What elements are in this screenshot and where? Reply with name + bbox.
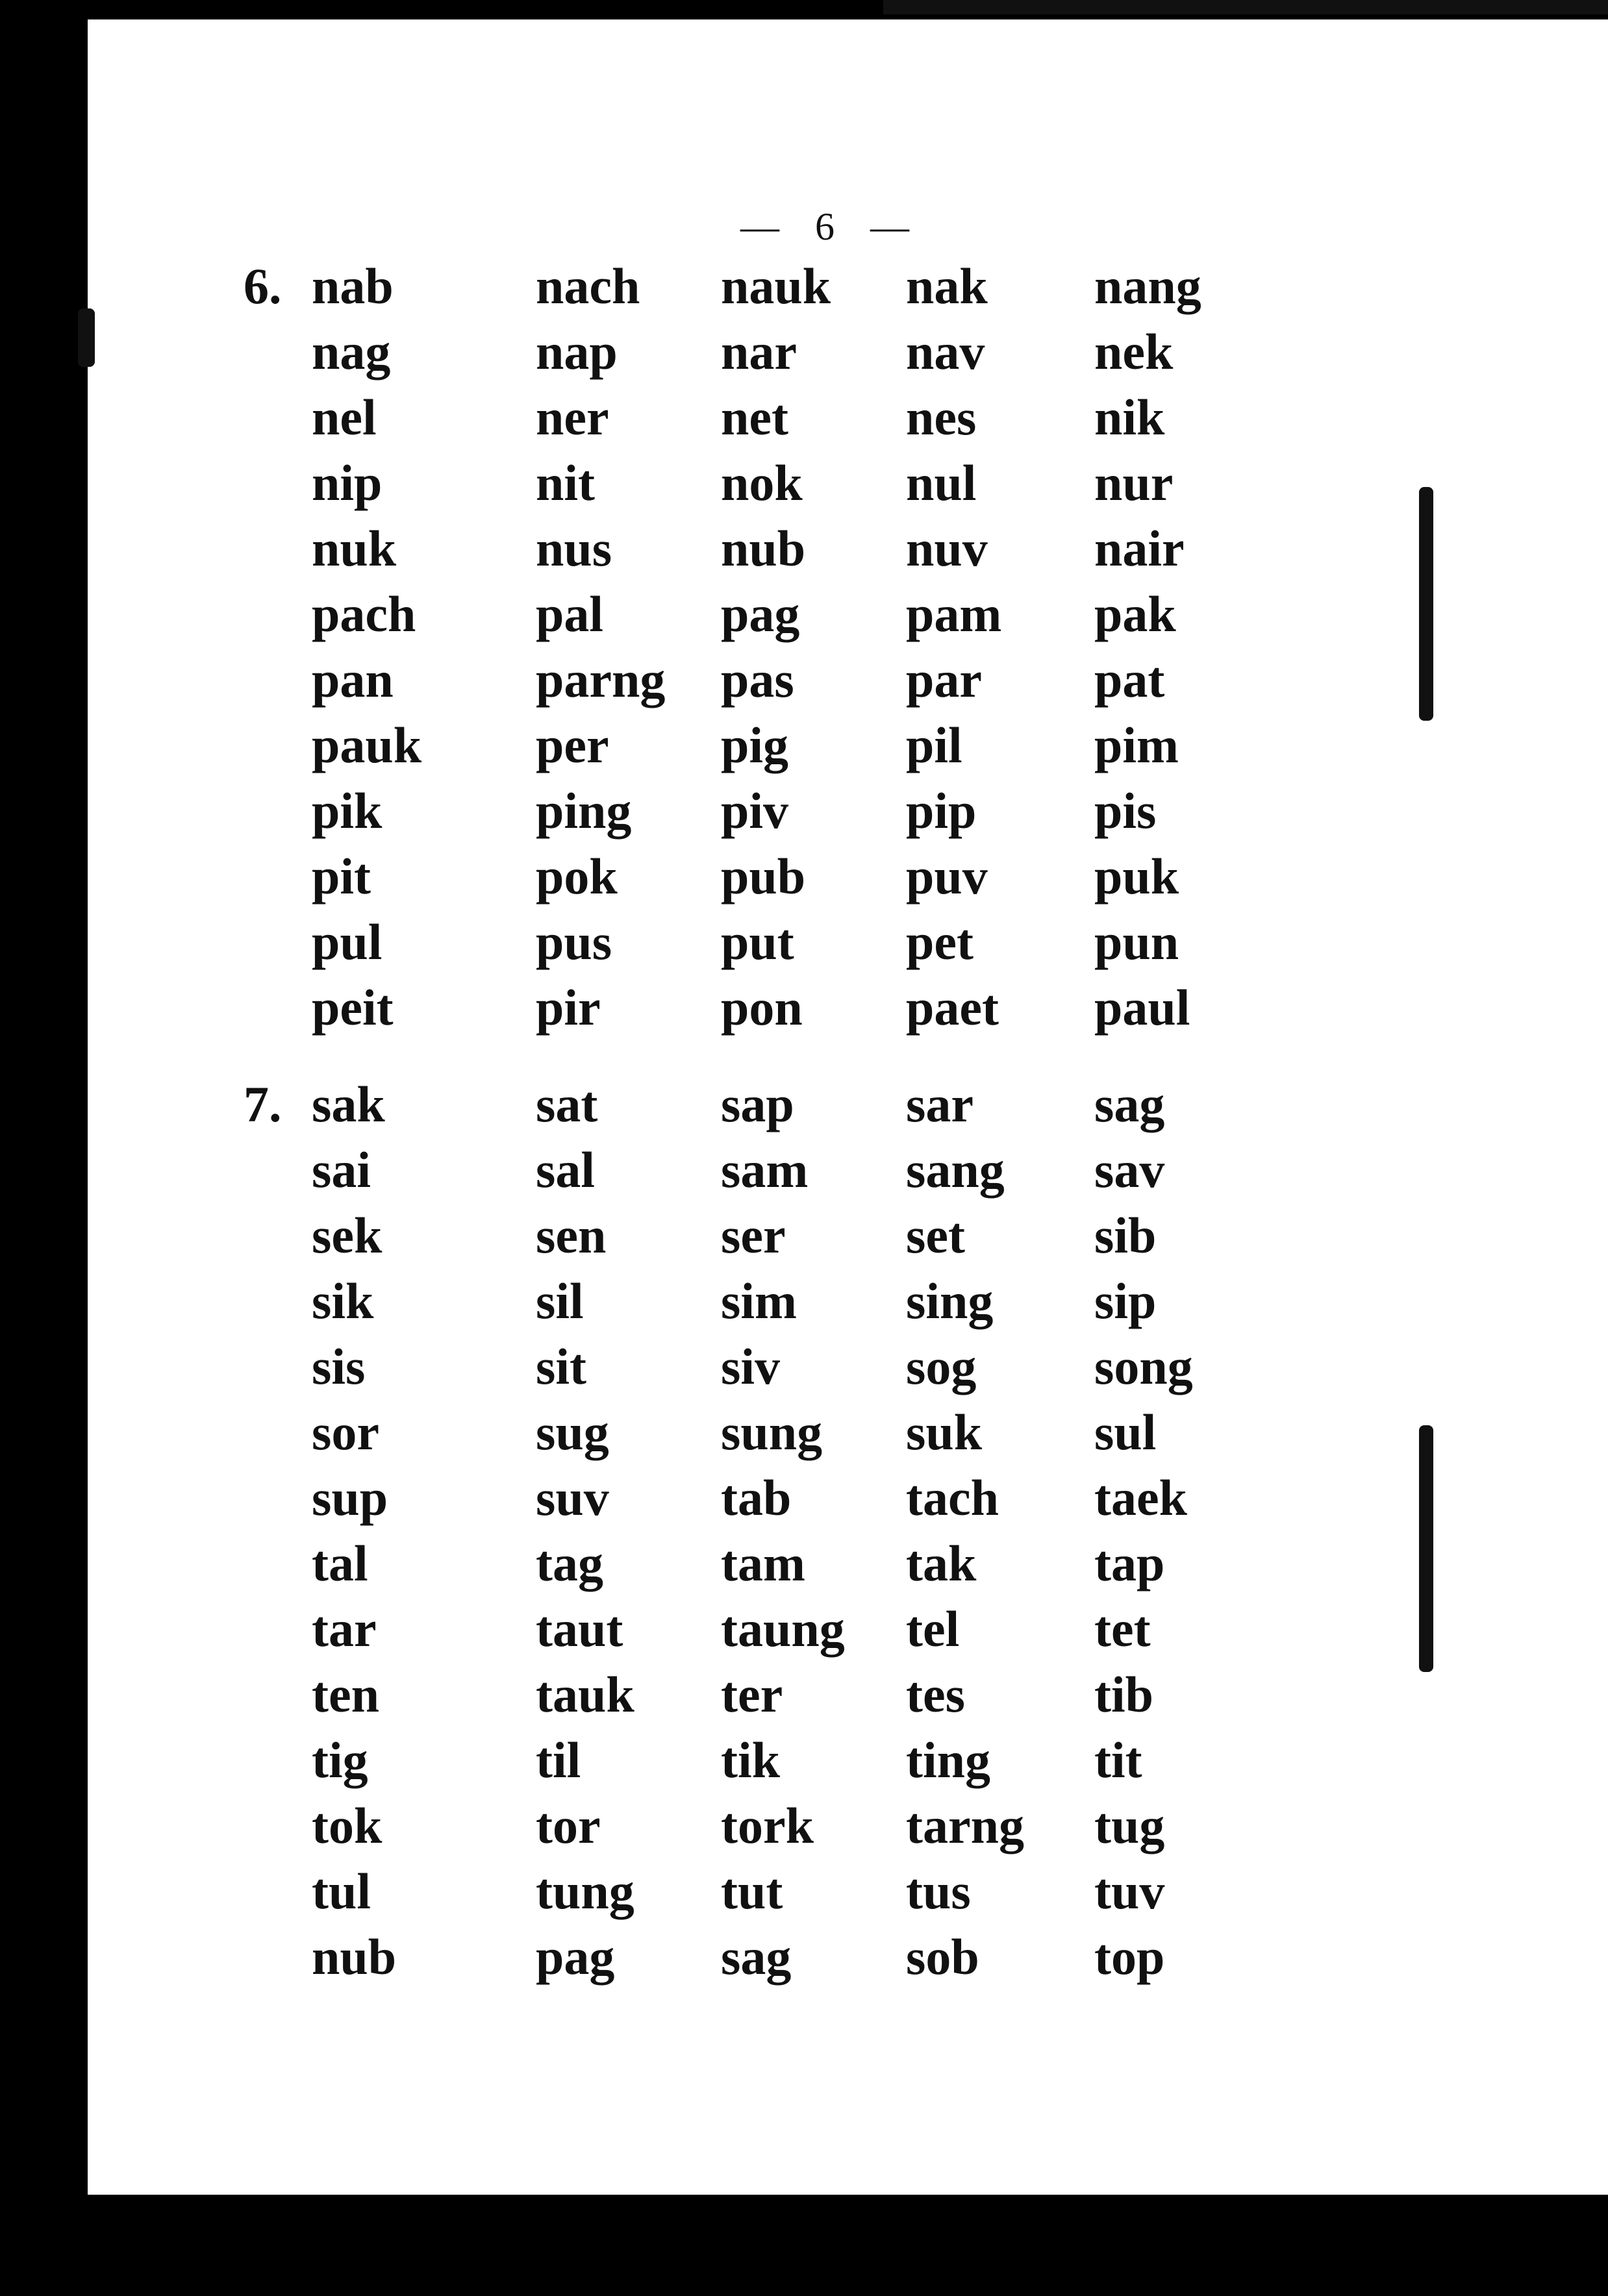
word-cell: tam [721, 1534, 805, 1591]
word-cell: sal [536, 1141, 596, 1198]
word-row [244, 1596, 1257, 1662]
binding-mark-left [78, 308, 95, 367]
word-cell: pus [536, 913, 612, 970]
word-cell: nip [312, 454, 383, 511]
word-cell: nav [906, 323, 985, 380]
section-number-spacer [244, 1203, 312, 1268]
word-cell: nek [1094, 323, 1174, 380]
word-cell: tarng [906, 1797, 1024, 1854]
word-row [244, 516, 1257, 581]
section-number-spacer [244, 1662, 312, 1727]
word-cell: nur [1094, 454, 1174, 511]
word-cell: ting [906, 1731, 991, 1788]
word-cell: set [906, 1206, 965, 1264]
section-number-spacer [244, 450, 312, 516]
word-cell: puk [1094, 847, 1179, 905]
section-number-spacer [244, 319, 312, 384]
word-cell: taung [721, 1600, 845, 1657]
section-number-spacer [244, 581, 312, 647]
word-cell: put [721, 913, 794, 970]
section-number-spacer [244, 1334, 312, 1399]
word-cell: tauk [536, 1666, 634, 1723]
binding-mark-lower [1419, 1425, 1433, 1672]
word-cell: sib [1094, 1206, 1157, 1264]
word-cell: tung [536, 1862, 634, 1919]
word-row [244, 450, 1257, 516]
word-cell: sik [312, 1272, 374, 1329]
word-cell: tak [906, 1534, 977, 1591]
word-cell: sag [1094, 1075, 1165, 1132]
section-number-spacer [244, 516, 312, 581]
section-number-spacer [244, 1793, 312, 1858]
word-cell: ner [536, 388, 609, 445]
word-cell: nair [1094, 519, 1185, 577]
word-cell: tug [1094, 1797, 1165, 1854]
word-cell: tab [721, 1469, 792, 1526]
word-row [244, 319, 1257, 384]
word-row [244, 1137, 1257, 1203]
word-cell: taek [1094, 1469, 1187, 1526]
word-row [244, 384, 1257, 450]
word-cell: sag [721, 1928, 792, 1985]
word-cell: tork [721, 1797, 814, 1854]
word-cell: tus [906, 1862, 971, 1919]
word-cell: nak [906, 257, 988, 314]
word-cell: top [1094, 1928, 1165, 1985]
word-cell: pag [721, 585, 800, 642]
word-cell: pik [312, 782, 383, 839]
word-cell: pat [1094, 651, 1165, 708]
word-cell: pon [721, 979, 803, 1036]
word-cell: tap [1094, 1534, 1165, 1591]
word-cell: tach [906, 1469, 999, 1526]
word-cell: peit [312, 979, 394, 1036]
word-cell: sog [906, 1338, 977, 1395]
section-number: 6. [244, 257, 282, 314]
word-cell: tig [312, 1731, 368, 1788]
word-cell: pak [1094, 585, 1176, 642]
word-cell: pit [312, 847, 371, 905]
word-cell: ser [721, 1206, 786, 1264]
word-cell: sam [721, 1141, 809, 1198]
word-cell: sen [536, 1206, 607, 1264]
word-row [244, 253, 1257, 319]
word-cell: pim [1094, 716, 1179, 773]
word-cell: pir [536, 979, 601, 1036]
word-cell: pal [536, 585, 604, 642]
word-cell: tor [536, 1797, 601, 1854]
word-row [244, 1071, 1257, 1137]
section-number-spacer [244, 909, 312, 975]
word-cell: sung [721, 1403, 823, 1460]
word-cell: nuk [312, 519, 397, 577]
word-cell: nar [721, 323, 797, 380]
word-cell: sup [312, 1469, 388, 1526]
word-row [244, 1268, 1257, 1334]
word-cell: par [906, 651, 982, 708]
section-number-spacer [244, 1596, 312, 1662]
word-cell: pam [906, 585, 1002, 642]
word-cell: pag [536, 1928, 615, 1985]
word-row [244, 1203, 1257, 1268]
word-cell: tok [312, 1797, 383, 1854]
word-cell: tuv [1094, 1862, 1165, 1919]
word-cell: nok [721, 454, 803, 511]
word-cell: sav [1094, 1141, 1165, 1198]
word-cell: nul [906, 454, 977, 511]
word-cell: pip [906, 782, 977, 839]
word-cell: pul [312, 913, 383, 970]
word-cell: sak [312, 1075, 385, 1132]
word-cell: tel [906, 1600, 960, 1657]
word-cell: nap [536, 323, 618, 380]
word-row [244, 1727, 1257, 1793]
word-cell: nach [536, 257, 640, 314]
section-number-spacer [244, 647, 312, 712]
word-row [244, 1662, 1257, 1727]
word-cell: nub [312, 1928, 397, 1985]
section-number-spacer [244, 1924, 312, 1990]
word-cell: tag [536, 1534, 603, 1591]
word-row [244, 581, 1257, 647]
word-cell: sit [536, 1338, 586, 1395]
word-cell: ten [312, 1666, 379, 1723]
word-cell: nes [906, 388, 977, 445]
word-cell: pun [1094, 913, 1179, 970]
word-cell: tib [1094, 1666, 1154, 1723]
word-cell: nit [536, 454, 596, 511]
page-number: — 6 — [740, 205, 922, 248]
word-cell: pet [906, 913, 974, 970]
word-cell: pok [536, 847, 618, 905]
word-row [244, 1793, 1257, 1858]
word-cell: sor [312, 1403, 379, 1460]
word-cell: pig [721, 716, 789, 773]
word-cell: pan [312, 651, 394, 708]
word-cell: sis [312, 1338, 366, 1395]
word-cell: sil [536, 1272, 584, 1329]
section-number-spacer [244, 1858, 312, 1924]
word-cell: sar [906, 1075, 974, 1132]
word-cell: sang [906, 1141, 1005, 1198]
word-row [244, 1399, 1257, 1465]
word-row [244, 712, 1257, 778]
word-cell: sek [312, 1206, 383, 1264]
section-number-spacer [244, 1465, 312, 1530]
section-number-spacer [244, 1137, 312, 1203]
section-number-spacer [244, 1727, 312, 1793]
word-cell: taut [536, 1600, 623, 1657]
word-cell: tar [312, 1600, 377, 1657]
word-cell: sim [721, 1272, 797, 1329]
word-cell: sip [1094, 1272, 1157, 1329]
word-cell: ter [721, 1666, 783, 1723]
word-cell: pach [312, 585, 416, 642]
word-cell: nub [721, 519, 806, 577]
word-cell: per [536, 716, 609, 773]
word-cell: pauk [312, 716, 422, 773]
section-number-spacer [244, 778, 312, 843]
word-cell: suk [906, 1403, 983, 1460]
word-row [244, 909, 1257, 975]
section-number-spacer [244, 975, 312, 1040]
word-cell: sob [906, 1928, 979, 1985]
word-row [244, 1530, 1257, 1596]
word-cell: tet [1094, 1600, 1151, 1657]
word-row [244, 647, 1257, 712]
word-cell: tut [721, 1862, 783, 1919]
word-cell: song [1094, 1338, 1193, 1395]
word-cell: sai [312, 1141, 371, 1198]
word-cell: paet [906, 979, 999, 1036]
word-cell: sing [906, 1272, 994, 1329]
word-cell: sul [1094, 1403, 1157, 1460]
word-cell: paul [1094, 979, 1190, 1036]
word-cell: nab [312, 257, 394, 314]
word-row [244, 778, 1257, 843]
word-cell: suv [536, 1469, 609, 1526]
word-cell: pis [1094, 782, 1157, 839]
section-gap [244, 1040, 1257, 1071]
section-number-spacer [244, 712, 312, 778]
word-cell: tit [1094, 1731, 1142, 1788]
section-number-spacer [244, 1530, 312, 1596]
word-cell: parng [536, 651, 666, 708]
word-cell: ping [536, 782, 632, 839]
section-number-spacer [244, 384, 312, 450]
word-cell: til [536, 1731, 581, 1788]
scan-edge-top [883, 0, 1608, 14]
word-row [244, 843, 1257, 909]
binding-mark-upper [1419, 487, 1433, 721]
word-cell: tik [721, 1731, 781, 1788]
word-row [244, 1465, 1257, 1530]
word-row [244, 1858, 1257, 1924]
word-cell: puv [906, 847, 988, 905]
word-row [244, 1924, 1257, 1990]
word-cell: tul [312, 1862, 371, 1919]
word-cell: tes [906, 1666, 965, 1723]
word-cell: sap [721, 1075, 794, 1132]
word-cell: siv [721, 1338, 781, 1395]
section-number-spacer [244, 1399, 312, 1465]
word-cell: nauk [721, 257, 831, 314]
word-cell: nang [1094, 257, 1201, 314]
word-cell: pas [721, 651, 794, 708]
word-cell: piv [721, 782, 789, 839]
word-cell: nag [312, 323, 391, 380]
word-cell: nuv [906, 519, 988, 577]
word-row [244, 975, 1257, 1040]
word-cell: pil [906, 716, 962, 773]
word-cell: pub [721, 847, 806, 905]
section-number: 7. [244, 1075, 282, 1132]
word-row [244, 1334, 1257, 1399]
word-cell: net [721, 388, 788, 445]
word-cell: nik [1094, 388, 1165, 445]
section-number-spacer [244, 843, 312, 909]
word-list-table [244, 253, 1257, 1990]
section-number-spacer [244, 1268, 312, 1334]
word-cell: nel [312, 388, 377, 445]
word-cell: nus [536, 519, 612, 577]
word-cell: sug [536, 1403, 609, 1460]
word-cell: sat [536, 1075, 598, 1132]
word-cell: tal [312, 1534, 368, 1591]
